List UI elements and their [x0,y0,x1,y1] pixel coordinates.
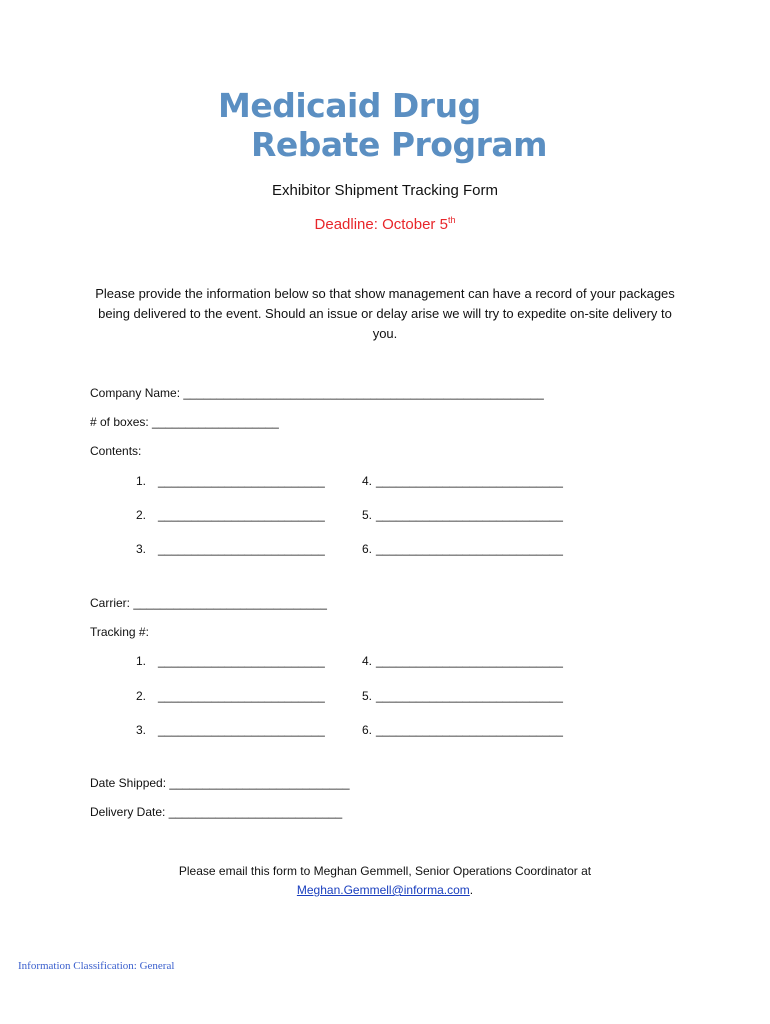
tracking-blank-4[interactable]: ____________________________ [376,654,563,668]
deadline-text: Deadline: October 5 [314,216,448,233]
contents-blank-6[interactable]: ____________________________ [376,542,563,556]
tracking-blank-2[interactable]: _________________________ [158,689,325,703]
contents-blank-4[interactable]: ____________________________ [376,474,563,488]
tracking-number-6: 6. [362,723,373,737]
email-instructions [0,862,770,900]
date-shipped-field[interactable]: Date Shipped: ___________________________ [90,776,350,790]
tracking-number-1: 1. [136,654,147,668]
delivery-date-field[interactable]: Delivery Date: __________________________ [90,805,343,819]
intro-paragraph: Please provide the information below so that show management can have a record of your packages being delivered to the event. Should an issue or delay arise we will try to expedite on-site delivery to you. [95,286,675,341]
contents-blank-1[interactable]: _________________________ [158,474,325,488]
tracking-blank-6[interactable]: ____________________________ [376,723,563,737]
contents-number-2: 2. [136,508,147,522]
tracking-label: Tracking #: [90,625,149,639]
tracking-number-5: 5. [362,689,373,703]
tracking-number-2: 2. [136,689,147,703]
contents-number-5: 5. [362,508,373,522]
tracking-blank-1[interactable]: _________________________ [158,654,325,668]
email-line [0,881,770,900]
contents-number-1: 1. [136,474,147,488]
deadline-suffix: th [447,215,456,225]
boxes-field[interactable]: # of boxes: ___________________ [90,415,279,429]
contents-blank-3[interactable]: _________________________ [158,542,325,556]
logo-line-2: Rebate Program [251,125,548,164]
company-name-field[interactable]: Company Name: ______________________________________________________ [90,386,544,400]
logo-line-1: Medicaid Drug [218,86,481,125]
tracking-blank-5[interactable]: ____________________________ [376,689,563,703]
deadline [0,215,770,233]
contents-number-4: 4. [362,474,373,488]
tracking-number-4: 4. [362,654,373,668]
email-link[interactable]: Meghan.Gemmell@informa.com [296,883,470,897]
contents-blank-2[interactable]: _________________________ [158,508,325,522]
contents-blank-5[interactable]: ____________________________ [376,508,563,522]
tracking-number-3: 3. [136,723,147,737]
email-instructions-text: Please email this form to Meghan Gemmell, Senior Operations Coordinator at [178,864,592,878]
contents-label: Contents: [90,444,142,458]
tracking-blank-3[interactable]: _________________________ [158,723,325,737]
classification-label: Information Classification: General [18,960,175,972]
contents-number-6: 6. [362,542,373,556]
email-period: . [469,883,474,897]
carrier-field[interactable]: Carrier: _____________________________ [90,596,327,610]
contents-number-3: 3. [136,542,147,556]
form-title: Exhibitor Shipment Tracking Form [272,182,498,199]
